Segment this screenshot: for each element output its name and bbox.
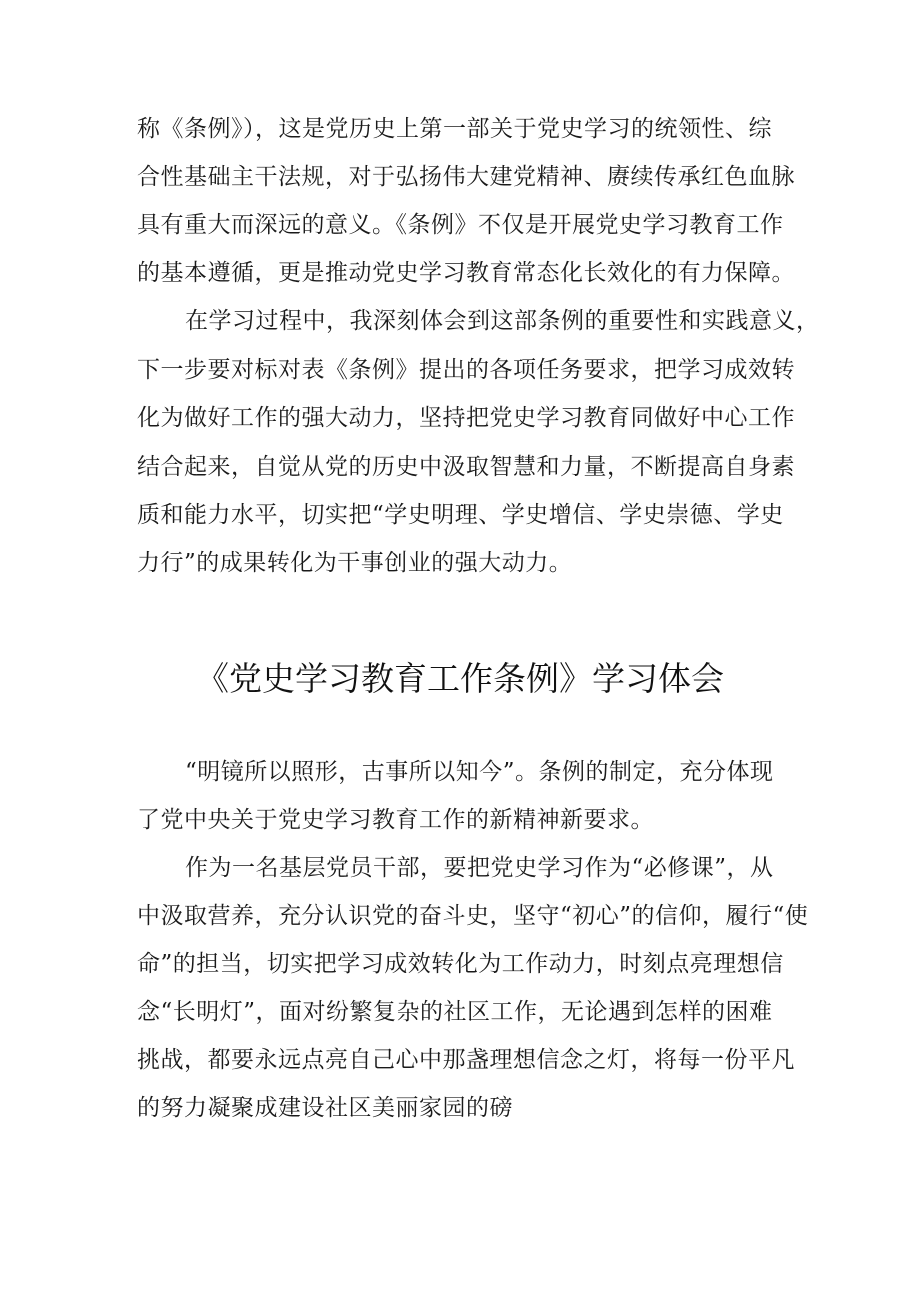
paragraph-line: 质和能力水平，切实把“学史明理、学史增信、学史崇德、学史 [137, 502, 784, 528]
paragraph-line: 在学习过程中，我深刻体会到这部条例的重要性和实践意义， [185, 308, 820, 334]
paragraph-line: 作为一名基层党员干部，要把党史学习作为“必修课”，从 [185, 855, 774, 881]
paragraph-line: “明镜所以照形，古事所以知今”。条例的制定，充分体现 [185, 759, 774, 785]
paragraph-line: 中汲取营养，充分认识党的奋斗史，坚守“初心”的信仰，履行“使 [137, 903, 809, 929]
paragraph-line: 命”的担当，切实把学习成效转化为工作动力，时刻点亮理想信 [137, 951, 784, 977]
paragraph-line: 具有重大而深远的意义。《条例》不仅是开展党史学习教育工作 [137, 212, 784, 238]
paragraph-line: 称《条例》），这是党历史上第一部关于党史学习的统领性、综 [137, 116, 772, 142]
paragraph-line: 挑战，都要永远点亮自己心中那盏理想信念之灯，将每一份平凡 [137, 1047, 795, 1073]
paragraph-line: 念“长明灯”，面对纷繁复杂的社区工作，无论遇到怎样的困难 [137, 999, 773, 1025]
paragraph-line: 结合起来，自觉从党的历史中汲取智慧和力量，不断提高自身素 [137, 454, 795, 480]
paragraph-line: 化为做好工作的强大动力，坚持把党史学习教育同做好中心工作 [137, 405, 795, 431]
paragraph-line: 力行”的成果转化为干事创业的强大动力。 [137, 550, 573, 576]
paragraph-line: 了党中央关于党史学习教育工作的新精神新要求。 [137, 807, 654, 833]
section-title: 《党史学习教育工作条例》学习体会 [196, 659, 724, 698]
paragraph-line: 的努力凝聚成建设社区美丽家园的磅 [137, 1095, 513, 1121]
paragraph-line: 下一步要对标对表《条例》提出的各项任务要求，把学习成效转 [137, 357, 795, 383]
paragraph-line: 的基本遵循，更是推动党史学习教育常态化长效化的有力保障。 [137, 260, 795, 286]
paragraph-line: 合性基础主干法规，对于弘扬伟大建党精神、赓续传承红色血脉 [137, 164, 795, 190]
